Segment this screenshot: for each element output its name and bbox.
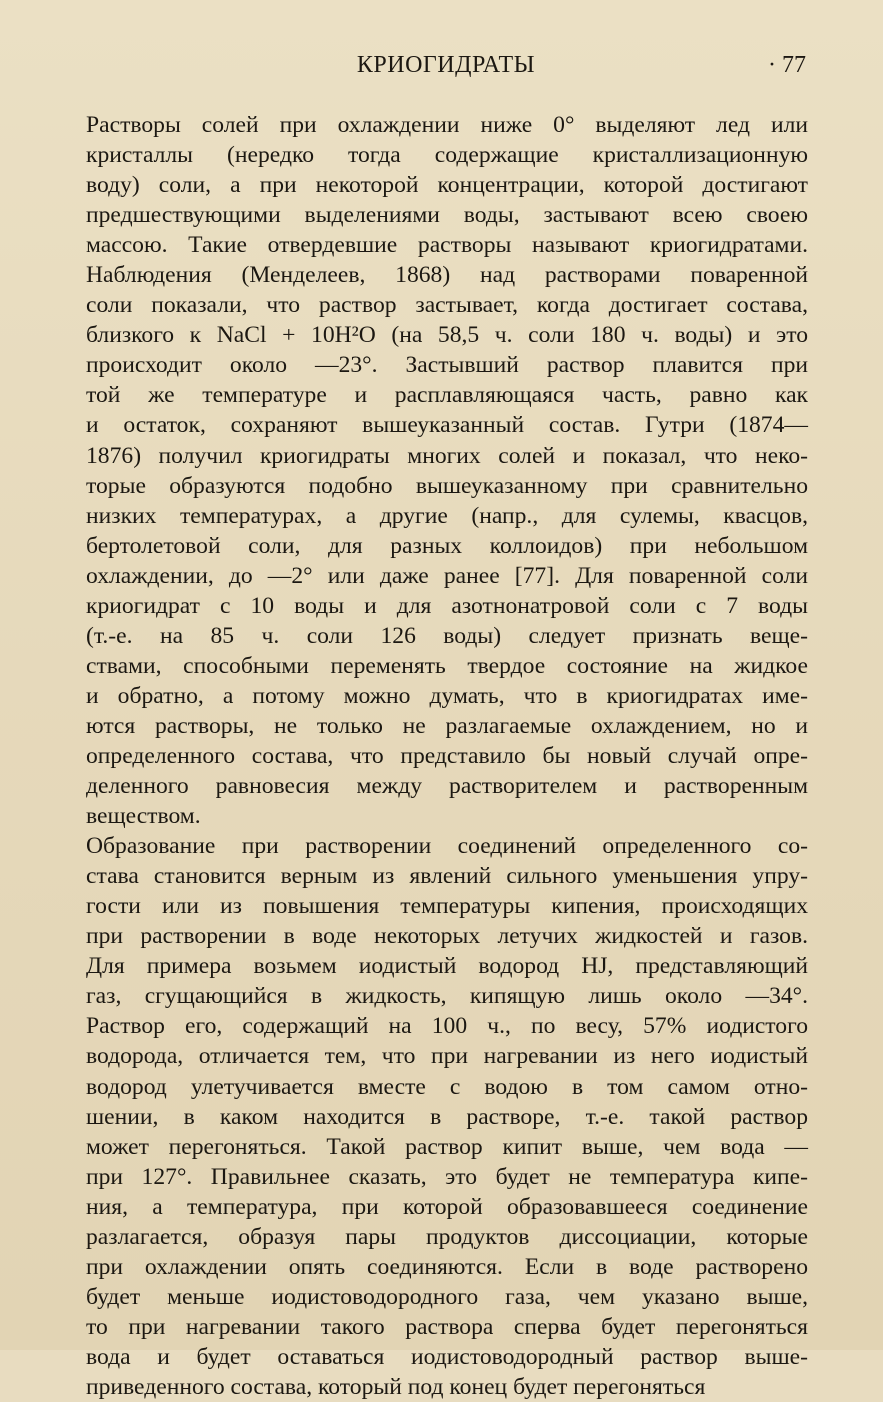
text-line: и остаток, сохраняют вышеуказанный состав. Гутри (1874— <box>86 412 808 439</box>
text-line: охлаждении, до —2° или даже ранее [77]. Для поваренной соли <box>86 562 808 589</box>
paragraph-2 <box>86 831 808 1402</box>
paragraph-1 <box>86 110 808 831</box>
text-line: бертолетовой соли, для разных коллоидов) при небольшом <box>86 532 808 559</box>
text-line: водород улетучивается вместе с водою в том самом отно- <box>86 1073 808 1100</box>
text-line: Образование при растворении соединений определенного со- <box>86 833 808 860</box>
text-line: может перегоняться. Такой раствор кипит выше, чем вода — <box>86 1133 808 1160</box>
text-line: при охлаждении опять соединяются. Если в воде растворено <box>86 1253 808 1280</box>
text-line: Растворы солей при охлаждении ниже 0° выделяют лед или <box>86 112 808 138</box>
text-line: кристаллы (нередко тогда содержащие кристаллизационную <box>86 142 808 169</box>
text-line: водорода, отличается тем, что при нагревании из него иодистый <box>86 1043 808 1070</box>
text-line: газ, сгущающийся в жидкость, кипящую лишь около —34°. <box>86 983 808 1010</box>
text-line: происходит около —23°. Застывший раствор плавится при <box>86 352 808 379</box>
text-line: шении, в каком находится в растворе, т.-е. такой раствор <box>86 1103 808 1130</box>
text-line: (т.-е. на 85 ч. соли 126 воды) следует признать веще- <box>86 622 808 649</box>
text-line: при 127°. Правильнее сказать, это будет не температура кипе- <box>86 1163 808 1190</box>
text-line: ются растворы, не только не разлагаемые охлаждением, но и <box>86 712 808 739</box>
text-line: става становится верным из явлений сильного уменьшения упру- <box>86 863 808 890</box>
text-line: Наблюдения (Менделеев, 1868) над растворами поваренной <box>86 262 808 289</box>
text-line: воду) соли, а при некоторой концентрации, которой достигают <box>86 172 808 199</box>
text-line: соли показали, что раствор застывает, когда достигает состава, <box>86 292 808 319</box>
text-line: 1876) получил криогидраты многих солей и показал, что неко- <box>86 442 808 469</box>
text-line: веществом. <box>86 803 201 830</box>
text-line: предшествующими выделениями воды, застывают всею своею <box>86 202 808 229</box>
text-line: приведенного состава, который под конец будет перегоняться <box>86 1373 706 1400</box>
text-line: близкого к NaCl + 10H²O (на 58,5 ч. соли 180 ч. воды) и это <box>86 322 808 349</box>
text-line: гости или из повышения температуры кипения, происходящих <box>86 893 808 920</box>
text-line: деленного равновесия между растворителем и растворенным <box>86 773 808 800</box>
text-line: и обратно, а потому можно думать, что в криогидратах име- <box>86 682 808 709</box>
text-line: Для примера возьмем иодистый водород HJ, представляющий <box>86 953 808 980</box>
text-line: вода и будет оставаться иодистоводородный раствор выше- <box>86 1343 808 1370</box>
text-line: определенного состава, что представило бы новый случай опре- <box>86 742 808 769</box>
text-line: при растворении в воде некоторых летучих жидкостей и газов. <box>86 923 808 950</box>
text-line: разлагается, образуя пары продуктов диссоциации, которые <box>86 1223 808 1250</box>
text-line: Раствор его, содержащий на 100 ч., по весу, 57% иодистого <box>86 1013 808 1040</box>
running-title: КРИОГИДРАТЫ <box>356 52 536 78</box>
text-line: криогидрат с 10 воды и для азотнонатровой соли с 7 воды <box>86 592 808 619</box>
page-body <box>86 110 808 1402</box>
text-line: ния, а температура, при которой образовавшееся соединение <box>86 1193 808 1220</box>
text-line: будет меньше иодистоводородного газа, чем указано выше, <box>86 1283 808 1310</box>
text-line: то при нагревании такого раствора сперва будет перегоняться <box>86 1313 808 1340</box>
text-line: торые образуются подобно вышеуказанному при сравнительно <box>86 472 808 499</box>
text-line: низких температурах, а другие (напр., для сулемы, квасцов, <box>86 502 808 529</box>
text-line: ствами, способными переменять твердое состояние на жидкое <box>86 652 808 679</box>
page-header <box>86 50 806 84</box>
text-line: той же температуре и расплавляющаяся часть, равно как <box>86 382 808 409</box>
text-line: массою. Такие отвердевшие растворы называют криогидратами. <box>86 232 808 259</box>
page-number: · 77 <box>768 52 806 79</box>
